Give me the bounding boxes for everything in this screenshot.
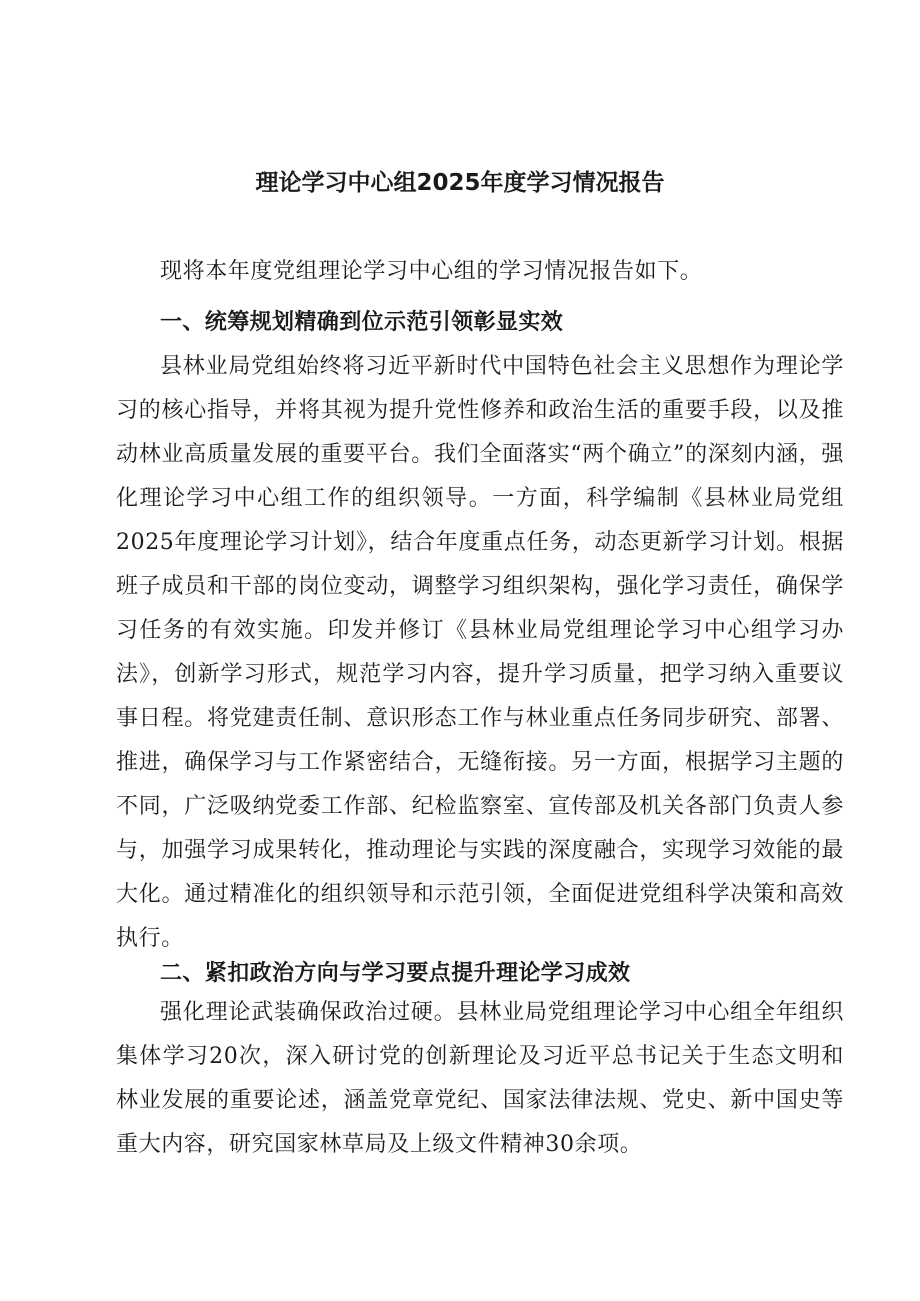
section-heading-1: 一、统筹规划精确到位示范引领彰显实效 [160,310,564,335]
document-title: 理论学习中心组2025年度学习情况报告 [255,170,665,196]
section-heading-2: 二、紧扣政治方向与学习要点提升理论学习成效 [160,961,631,986]
intro-paragraph: 现将本年度党组理论学习中心组的学习情况报告如下。 [160,259,703,284]
section-body-2: 强化理论武装确保政治过硬。县林业局党组理论学习中心组全年组织集体学习20次，深入研讨党的创新理论及习近平总书记关于生态文明和林业发展的重要论述，涵盖党章党纪、国家法律法规、党史、新中国史等重大内容，研究国家林草局及上级文件精神30余项。 [116,1000,844,1157]
section-body-1: 县林业局党组始终将习近平新时代中国特色社会主义思想作为理论学习的核心指导，并将其视为提升党性修养和政治生活的重要手段，以及推动林业高质量发展的重要平台。我们全面落实“两个确立”的深刻内涵，强化理论学习中心组工作的组织领导。一方面，科学编制《县林业局党组2025年度理论学习计划》，结合年度重点任务，动态更新学习计划。根据班子成员和干部的岗位变动，调整学习组织架构，强化学习责任，确保学习任务的有效实施。印发并修订《县林业局党组理论学习中心组学习办法》，创新学习形式，规范学习内容，提升学习质量，把学习纳入重要议事日程。将党建责任制、意识形态工作与林业重点任务同步研究、部署、推进，确保学习与工作紧密结合，无缝衔接。另一方面，根据学习主题的不同，广泛吸纳党委工作部、纪检监察室、宣传部及机关各部门负责人参与，加强学习成果转化，推动理论与实践的深度融合，实现学习效能的最大化。通过精准化的组织领导和示范引领，全面促进党组科学决策和高效执行。 [116,354,844,951]
